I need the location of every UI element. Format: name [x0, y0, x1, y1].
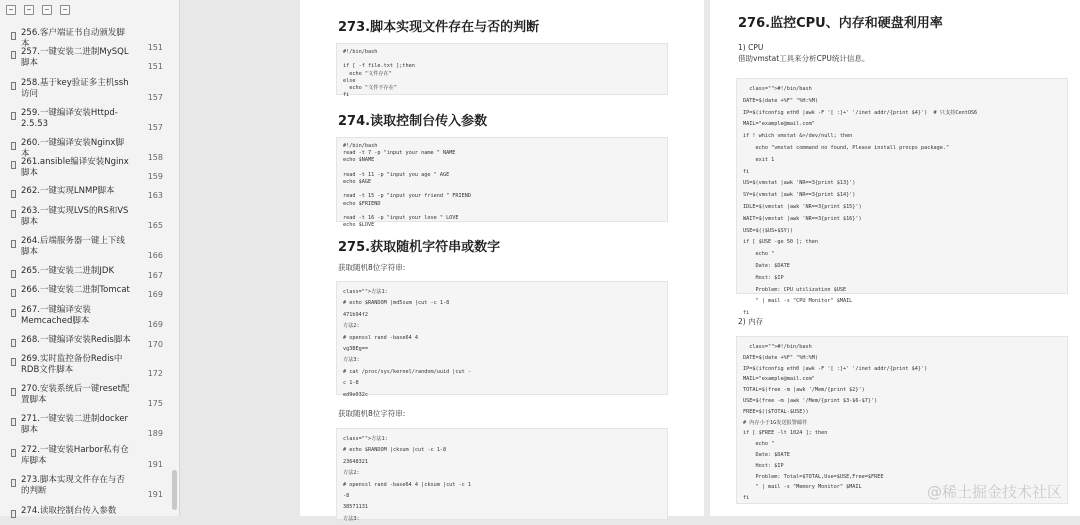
code-line: 38571131	[343, 504, 368, 511]
toc-item-label: 262.一键实现LNMP脚本	[21, 186, 115, 196]
code-line: echo $FRIEND	[343, 200, 381, 207]
code-line: fi	[743, 310, 750, 317]
page-marker-icon	[11, 82, 16, 90]
code-line: # cat /proc/sys/kernel/random/uuid |cut -	[343, 368, 472, 375]
page-marker-icon	[11, 510, 16, 518]
toc-item-page: 157	[147, 93, 163, 102]
code-line: DATE=$(date +%F" "%H:%M)	[743, 97, 818, 104]
toc-item-page: 157	[147, 123, 163, 132]
bookmark-icon[interactable]	[60, 5, 70, 15]
page-marker-icon	[11, 339, 16, 347]
heading-274: 274.读取控制台传入参数	[338, 114, 488, 129]
code-block-cpu	[736, 78, 1068, 317]
subheading-memory: 2) 内存	[738, 317, 764, 326]
collapse-all-icon[interactable]	[24, 5, 34, 15]
outline-sidebar	[0, 0, 180, 516]
paragraph-random-string-1: 获取随机8位字符串:	[338, 263, 406, 272]
toc-item[interactable]	[0, 108, 171, 130]
toc-item[interactable]	[0, 475, 171, 497]
toc-item-label: 257.一键安装二进制MySQL脚本	[21, 47, 129, 68]
toc-item[interactable]	[0, 414, 171, 436]
toc-item[interactable]	[0, 206, 171, 228]
code-line: ed9e032c	[343, 391, 368, 398]
toc-item-label: 267.一键编译安装Memcached脚本	[21, 305, 91, 326]
sidebar-toolbar	[0, 0, 179, 20]
code-line	[343, 208, 661, 215]
toc-item-page: 172	[147, 369, 163, 378]
toc-item-label: 256.客户端证书自动颁发脚本	[21, 28, 125, 49]
toc-item[interactable]	[0, 506, 171, 518]
code-line: read -t 15 -p "input your friend " FRIEND	[343, 193, 472, 200]
toc-item-label: 266.一键安装二进制Tomcat	[21, 285, 130, 295]
code-block-274	[336, 137, 668, 229]
toc-item-label: 270.安装系统后一键reset配置脚本	[21, 384, 130, 405]
code-line: echo $LOVE	[343, 222, 375, 229]
code-line	[343, 165, 661, 172]
code-line: echo "	[743, 441, 775, 448]
code-line: if [ $USE -ge 50 ]; then	[743, 239, 818, 246]
code-line: IP=$(ifconfig eth0 |awk -F '[ :]+' '/inet addr/{print $4}') # 只支持CentOS6	[743, 109, 978, 116]
heading-273: 273.脚本实现文件存在与否的判断	[338, 20, 540, 35]
code-line: read -t 11 -p "input you age " AGE	[343, 171, 450, 178]
heading-275: 275.获取随机字符串或数字	[338, 240, 501, 255]
code-line: fi	[343, 92, 350, 99]
code-line: echo "vmstat command no found, Please install procps package."	[743, 144, 950, 151]
code-line: if [ $FREE -lt 1024 ]; then	[743, 430, 828, 437]
code-line: # openssl rand -base64 4 |cksum |cut -c 1	[343, 481, 472, 488]
code-line: echo "文件存在"	[343, 70, 392, 77]
toc-item[interactable]	[0, 186, 171, 198]
expand-all-icon[interactable]	[6, 5, 16, 15]
toc-item-label: 268.一键编译安装Redis脚本	[21, 335, 131, 345]
page-marker-icon	[11, 388, 16, 396]
toc-item-page: 191	[147, 460, 163, 469]
code-line: 471b94f2	[343, 311, 368, 318]
toc-item[interactable]	[0, 78, 171, 100]
page-marker-icon	[11, 142, 16, 150]
code-line: Host: $IP	[743, 462, 784, 469]
page-marker-icon	[11, 51, 16, 59]
code-block-275a	[336, 281, 668, 398]
code-line: # 内存小于1G发送报警邮件	[743, 419, 808, 426]
code-line: DATE=$(date +%F" "%H:%M)	[743, 354, 818, 361]
code-line: SY=$(vmstat |awk 'NR==3{print $14}')	[743, 192, 856, 199]
code-line: WAIT=$(vmstat |awk 'NR==3{print $16}')	[743, 215, 862, 222]
code-line: read -t 16 -p "input your love " LOVE	[343, 215, 459, 222]
code-line: else	[343, 77, 356, 84]
code-line: vg3BEg==	[343, 346, 368, 353]
code-line: #!/bin/bash	[343, 49, 378, 55]
code-line: if [ -f file.txt ];then	[343, 63, 415, 70]
code-line: read -t 7 -p "input your name " NAME	[343, 150, 456, 157]
toc-item-page: 189	[147, 429, 163, 438]
toc-item-label: 261.ansible编译安装Nginx脚本	[21, 157, 129, 178]
toc-item-label: 260.一键编译安装Nginx脚本	[21, 138, 124, 159]
toc-item[interactable]	[0, 47, 171, 69]
toc-item-label: 271.一键安装二进制docker脚本	[21, 414, 129, 435]
code-line: echo "文件不存在"	[343, 85, 398, 92]
toc-item-label: 265.一键安装二进制JDK	[21, 266, 115, 276]
document-page-right	[710, 0, 1080, 516]
page-marker-icon	[11, 289, 16, 297]
code-line: " | mail -s "CPU Monitor" $MAIL	[743, 298, 853, 305]
document-page-left	[300, 0, 704, 522]
paragraph-cpu: 借助vmstat工具来分析CPU统计信息。	[738, 54, 870, 63]
code-line	[343, 186, 661, 193]
code-line: TOTAL=$(free -m |awk '/Mem/{print $2}')	[743, 387, 865, 394]
page-marker-icon	[11, 32, 16, 40]
page-marker-icon	[11, 449, 16, 457]
code-line: class="">#!/bin/bash	[743, 344, 812, 350]
code-line: US=$(vmstat |awk 'NR==3{print $13}')	[743, 180, 856, 187]
toc-item[interactable]	[0, 335, 171, 347]
toc-item-page: 163	[147, 191, 163, 200]
page-marker-icon	[11, 161, 16, 169]
toc-item-page: 151	[147, 43, 163, 52]
code-line: echo "	[743, 251, 775, 258]
toc-item-page: 166	[147, 251, 163, 260]
subheading-cpu: 1) CPU	[738, 43, 764, 52]
code-line: class="">方法1:	[343, 436, 388, 442]
page-marker-icon	[11, 309, 16, 317]
toc-item-page: 159	[147, 172, 163, 181]
page-marker-icon	[11, 190, 16, 198]
code-line: IP=$(ifconfig eth0 |awk -F '[ :]+' '/inet addr/{print $4}')	[743, 365, 928, 372]
code-line: fi	[743, 168, 750, 175]
toc-item-label: 269.实时监控备份Redis中RDB文件脚本	[21, 354, 123, 375]
code-line: echo $AGE	[343, 179, 372, 186]
code-line: c 1-8	[343, 380, 359, 387]
code-line: USE=$(free -m |awk '/Mem/{print $3-$6-$7}')	[743, 397, 878, 404]
toc-item-page: 169	[147, 320, 163, 329]
toc-item-page: 158	[147, 153, 163, 162]
code-line: fi	[743, 495, 750, 502]
outline-icon[interactable]	[42, 5, 52, 15]
code-line: #!/bin/bash	[343, 143, 378, 149]
toc-item-page: 175	[147, 399, 163, 408]
code-line: 方法3:	[343, 515, 360, 522]
code-line: 23648321	[343, 458, 368, 465]
code-line: # echo $RANDOM |cksum |cut -c 1-8	[343, 447, 447, 454]
code-line: MAIL="example@mail.com"	[743, 376, 815, 383]
code-line: # openssl rand -base64 4	[343, 334, 418, 341]
page-marker-icon	[11, 240, 16, 248]
code-line: Date: $DATE	[743, 262, 790, 269]
code-block-275b	[336, 428, 668, 520]
toc-item[interactable]	[0, 157, 171, 179]
code-line: -8	[343, 493, 350, 500]
code-line: 方法2:	[343, 323, 360, 330]
toc-item[interactable]	[0, 445, 171, 467]
code-line: FREE=$(($TOTAL-$USE))	[743, 408, 809, 415]
toc-item[interactable]	[0, 305, 171, 327]
toc-item-page: 151	[147, 62, 163, 71]
toc-item-page: 191	[147, 490, 163, 499]
heading-276: 276.监控CPU、内存和硬盘利用率	[738, 16, 943, 31]
toc-item[interactable]	[0, 266, 171, 278]
toc-item-label: 258.基于key验证多主机ssh访问	[21, 78, 129, 99]
watermark: @稀土掘金技术社区	[926, 483, 1062, 501]
code-line: exit 1	[743, 156, 775, 163]
toc-item-label: 263.一键实现LVS的RS和VS脚本	[21, 206, 129, 227]
page-marker-icon	[11, 479, 16, 487]
code-line: IDLE=$(vmstat |awk 'NR==3{print $15}')	[743, 203, 862, 210]
code-line: USE=$(($US+$SY))	[743, 227, 793, 234]
page-marker-icon	[11, 112, 16, 120]
code-line: class="">#!/bin/bash	[743, 86, 812, 92]
toc-item[interactable]	[0, 285, 171, 297]
code-block-273	[336, 43, 668, 99]
code-line: echo $NAME	[343, 157, 375, 164]
toc-item-label: 273.脚本实现文件存在与否的判断	[21, 475, 125, 496]
toc-item[interactable]	[0, 384, 171, 406]
toc-item-label: 264.后端服务器一键上下线脚本	[21, 236, 125, 257]
code-line: if ! which vmstat &>/dev/null; then	[743, 133, 853, 140]
toc-item-label: 259.一键编译安装Httpd-2.5.53	[21, 108, 118, 129]
sidebar-scrollbar[interactable]	[172, 470, 177, 510]
code-line: 方法2:	[343, 470, 360, 477]
code-line: Date: $DATE	[743, 451, 790, 458]
code-line: MAIL="example@mail.com"	[743, 121, 815, 128]
code-line: Problem: Total=$TOTAL,Use=$USE,Free=$FREE	[743, 473, 884, 480]
toc-item-label: 274.读取控制台传入参数	[21, 506, 117, 516]
toc-item[interactable]	[0, 354, 171, 376]
page-marker-icon	[11, 418, 16, 426]
code-line: 方法3:	[343, 357, 360, 364]
toc-item-page: 169	[147, 290, 163, 299]
code-line: # echo $RANDOM |md5sum |cut -c 1-8	[343, 300, 450, 307]
code-line	[343, 56, 661, 63]
code-block-memory	[736, 336, 1068, 504]
code-line: class="">方法1:	[343, 289, 388, 295]
page-marker-icon	[11, 270, 16, 278]
toc-item-label: 272.一键安装Harbor私有仓库脚本	[21, 445, 129, 466]
code-line: " | mail -s "Memory Monitor" $MAIL	[743, 484, 862, 491]
toc-item[interactable]	[0, 236, 171, 258]
page-marker-icon	[11, 210, 16, 218]
page-marker-icon	[11, 358, 16, 366]
code-line: Host: $IP	[743, 274, 784, 281]
code-line: Problem: CPU utilization $USE	[743, 286, 847, 293]
toc-item-page: 165	[147, 221, 163, 230]
toc-item-page: 167	[147, 271, 163, 280]
toc-item-page: 170	[147, 340, 163, 349]
paragraph-random-string-2: 获取随机8位字符串:	[338, 409, 406, 418]
